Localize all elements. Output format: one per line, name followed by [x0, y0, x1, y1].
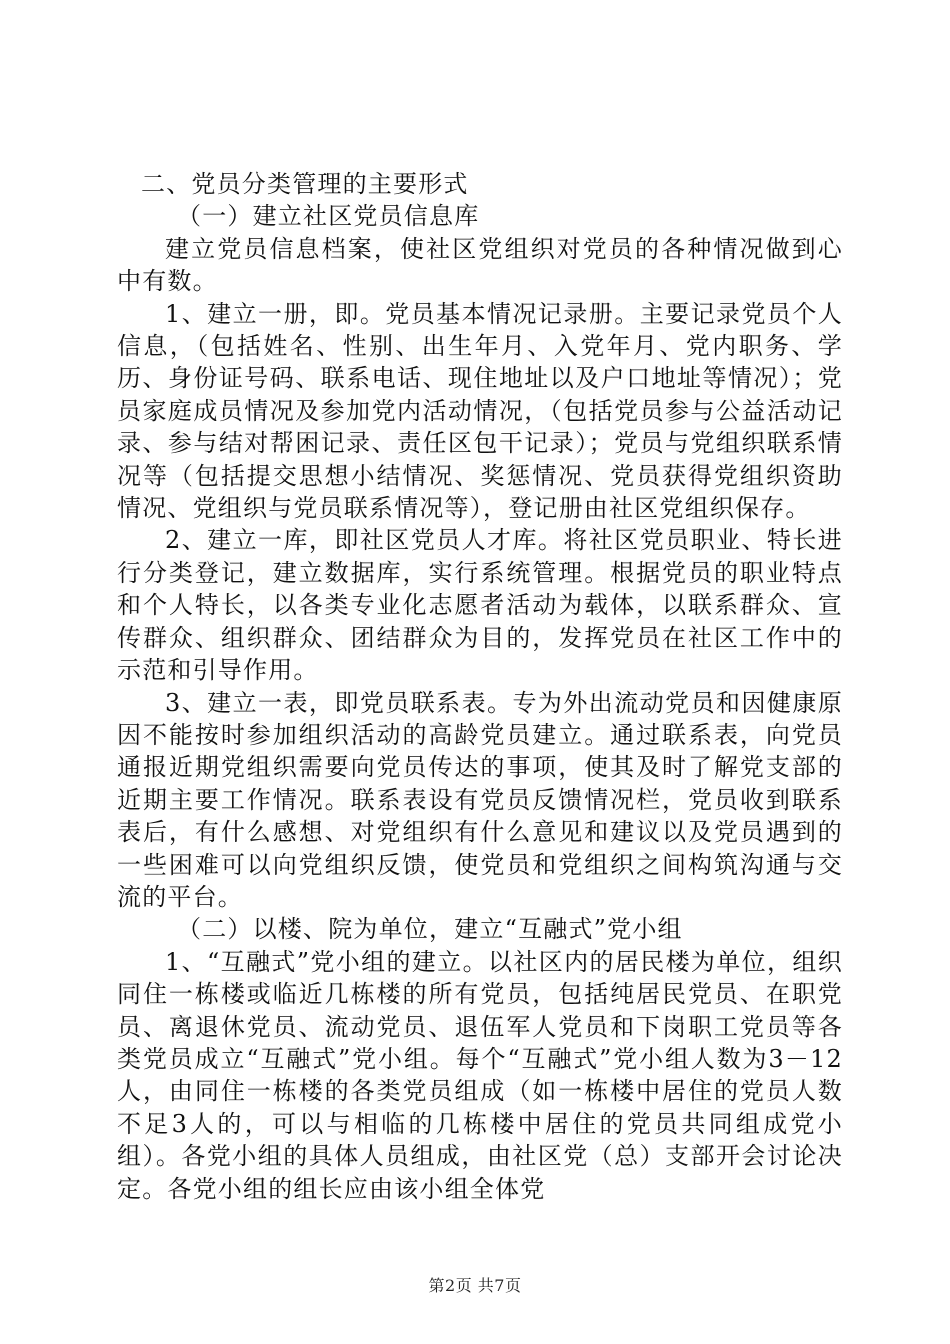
document-body	[117, 168, 843, 1205]
subsection-title-2: （二）以楼、院为单位，建立“互融式”党小组	[177, 915, 683, 944]
paragraph-intro: 建立党员信息档案，使社区党组织对党员的各种情况做到心中有数。	[117, 234, 843, 296]
page-number-footer: 第2页 共7页	[428, 1276, 522, 1295]
section-title: 二、党员分类管理的主要形式	[141, 170, 469, 198]
paragraph-1: 1、建立一册，即。党员基本情况记录册。主要记录党员个人信息，（包括姓名、性别、出生年月、入党年月、党内职务、学历、身份证号码、联系电话、现住地址以及户口地址等情况）；党员家庭成员情况及参加党内活动情况，（包括党员参与公益活动记录、参与结对帮困记录、责任区包干记录）；党员与党组织联系情况等（包括提交思想小结情况、奖惩情况、党员获得党组织资助情况、党组织与党员联系情况等），登记册由社区党组织保存。	[117, 299, 843, 523]
paragraph-2: 2、建立一库，即社区党员人才库。将社区党员职业、特长进行分类登记，建立数据库，实行系统管理。根据党员的职业特点和个人特长，以各类专业化志愿者活动为载体，以联系群众、宣传群众、组织群众、团结群众为目的，发挥党员在社区工作中的示范和引导作用。	[117, 526, 843, 685]
paragraph-4: 1、“互融式”党小组的建立。以社区内的居民楼为单位，组织同住一栋楼或临近几栋楼的所有党员，包括纯居民党员、在职党员、离退休党员、流动党员、退伍军人党员和下岗职工党员等各类党员成立“互融式”党小组。每个“互融式”党小组人数为3－12人，由同住一栋楼的各类党员组成（如一栋楼中居住的党员人数不足3人的，可以与相临的几栋楼中居住的党员共同组成党小组）。各党小组的具体人员组成，由社区党（总）支部开会讨论决定。各党小组的组长应由该小组全体党	[117, 947, 843, 1203]
subsection-title-1: （一）建立社区党员信息库	[177, 202, 480, 231]
paragraph-3: 3、建立一表，即党员联系表。专为外出流动党员和因健康原因不能按时参加组织活动的高龄党员建立。通过联系表，向党员通报近期党组织需要向党员传达的事项，使其及时了解党支部的近期主要工作情况。联系表设有党员反馈情况栏，党员收到联系表后，有什么感想、对党组织有什么意见和建议以及党员遇到的一些困难可以向党组织反馈，使党员和党组织之间构筑沟通与交流的平台。	[117, 688, 843, 911]
